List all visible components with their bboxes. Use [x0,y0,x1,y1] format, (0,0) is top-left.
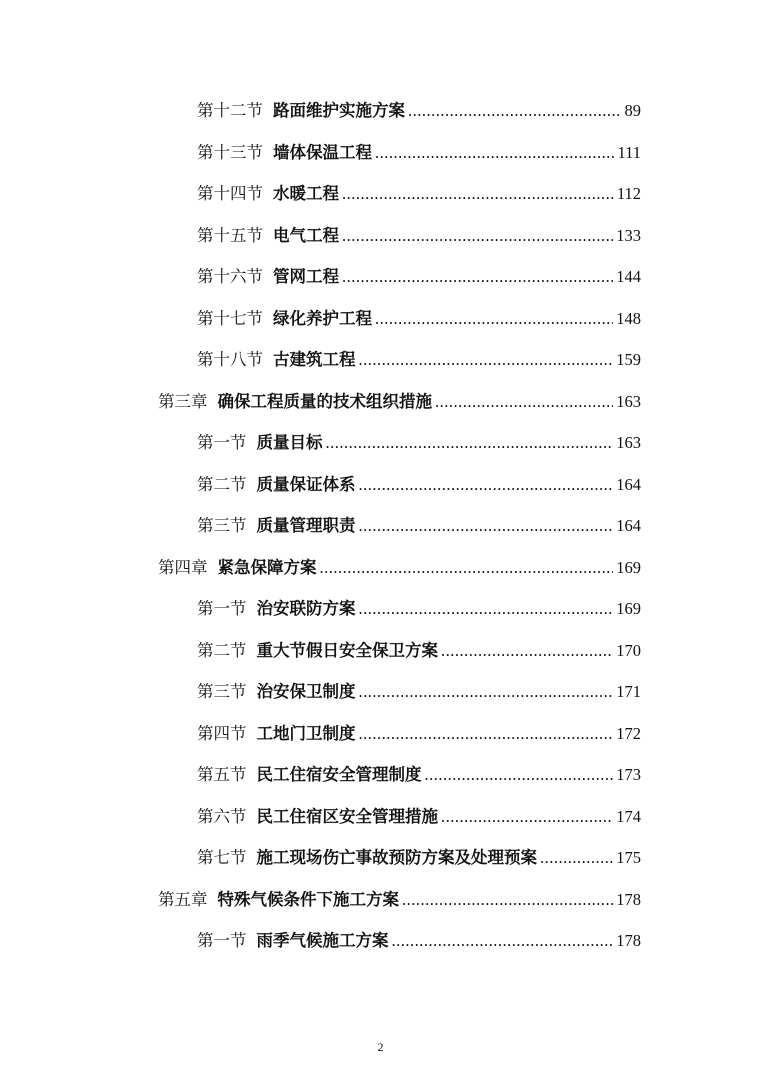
toc-entry-number: 第十二节 [197,101,263,120]
toc-entry-number: 第一节 [197,433,247,452]
toc-entry-title: 紧急保障方案 [217,557,317,577]
toc-leader-dots [375,132,614,174]
toc-entry-number: 第三节 [197,682,247,701]
toc-entry-number: 第十六节 [197,267,263,286]
toc-entry-page: 164 [616,516,641,535]
toc-entry[interactable] [0,464,641,506]
toc-leader-dots [441,796,613,838]
toc-entry-title: 电气工程 [273,225,339,245]
toc-leader-dots [342,256,613,298]
toc-entry-title: 质量目标 [256,433,323,452]
toc-entry-page: 164 [616,474,641,494]
toc-entry-title: 墙体保温工程 [273,142,372,162]
toc-leader-dots [359,588,614,630]
toc-entry-number: 第六节 [197,806,247,826]
toc-entry-title: 水暖工程 [273,184,339,203]
toc-leader-dots [359,671,614,713]
toc-entry-number: 第十七节 [197,308,263,328]
toc-leader-dots [425,754,614,796]
toc-entry-title: 治安保卫制度 [256,682,356,701]
toc-entry-page: 169 [616,599,641,618]
toc-entry[interactable] [0,339,641,381]
toc-entry-number: 第四章 [158,557,208,577]
toc-entry-title: 质量管理职责 [256,516,356,535]
toc-entry[interactable] [0,256,641,298]
toc-entry-title: 确保工程质量的技术组织措施 [217,391,432,411]
toc-entry[interactable] [0,298,641,340]
toc-entry-page: 111 [617,142,641,162]
toc-leader-dots [359,505,614,547]
toc-entry-page: 170 [616,640,641,660]
toc-entry-page: 133 [616,225,641,245]
toc-entry-number: 第一节 [197,931,247,950]
toc-entry-title: 管网工程 [273,267,339,286]
toc-leader-dots [359,339,614,381]
toc-leader-dots [441,630,613,672]
toc-entry-number: 第五章 [158,889,208,909]
toc-entry-title: 重大节假日安全保卫方案 [256,640,438,660]
toc-entry[interactable] [0,505,641,547]
toc-chapter-entry[interactable] [0,381,641,423]
toc-entry-title: 治安联防方案 [256,599,356,618]
toc-entry-title: 施工现场伤亡事故预防方案及处理预案 [256,848,537,867]
toc-leader-dots [320,547,614,589]
toc-entry[interactable] [0,713,641,755]
toc-entry-page: 112 [616,184,641,203]
toc-leader-dots [392,920,614,962]
toc-entry[interactable] [0,630,641,672]
toc-entry-page: 178 [616,889,641,909]
toc-entry[interactable] [0,754,641,796]
toc-leader-dots [359,464,614,506]
toc-leader-dots [435,381,613,423]
toc-leader-dots [540,837,613,879]
toc-entry-title: 民工住宿安全管理制度 [256,765,422,784]
toc-entry-page: 148 [616,308,641,328]
toc-entry-number: 第十四节 [197,184,263,203]
toc-leader-dots [342,173,614,215]
toc-entry-title: 质量保证体系 [256,474,356,494]
toc-entry-number: 第七节 [197,848,247,867]
table-of-contents [0,90,761,962]
toc-entry-number: 第十三节 [197,142,263,162]
toc-entry[interactable] [0,920,641,962]
toc-entry[interactable] [0,671,641,713]
toc-entry[interactable] [0,796,641,838]
toc-leader-dots [375,298,613,340]
toc-entry-page: 159 [616,350,641,369]
toc-entry-page: 163 [616,391,641,411]
toc-entry[interactable] [0,837,641,879]
toc-leader-dots [326,422,614,464]
toc-leader-dots [408,90,622,132]
toc-entry-number: 第二节 [197,474,247,494]
toc-entry-page: 173 [616,765,641,784]
toc-entry-title: 绿化养护工程 [273,308,372,328]
toc-entry-page: 172 [616,723,641,743]
toc-entry-title: 雨季气候施工方案 [256,931,389,950]
toc-entry-number: 第一节 [197,599,247,618]
toc-entry-page: 89 [624,101,641,120]
toc-entry-number: 第十八节 [197,350,263,369]
toc-entry-page: 144 [616,267,641,286]
toc-entry-page: 171 [616,682,641,701]
toc-entry[interactable] [0,422,641,464]
toc-leader-dots [402,879,613,921]
toc-leader-dots [359,713,614,755]
toc-entry-number: 第四节 [197,723,247,743]
toc-entry-page: 174 [616,806,641,826]
toc-entry-number: 第十五节 [197,225,263,245]
toc-entry-page: 175 [616,848,641,867]
toc-entry-title: 民工住宿区安全管理措施 [256,806,438,826]
toc-leader-dots [342,215,613,257]
toc-entry[interactable] [0,173,641,215]
page-number-footer: 2 [377,1040,384,1054]
toc-entry-number: 第二节 [197,640,247,660]
toc-entry[interactable] [0,215,641,257]
toc-entry[interactable] [0,90,641,132]
toc-chapter-entry[interactable] [0,547,641,589]
toc-entry-page: 178 [616,931,641,950]
toc-entry-page: 163 [616,433,641,452]
toc-entry-number: 第三章 [158,391,208,411]
toc-entry[interactable] [0,132,641,174]
toc-chapter-entry[interactable] [0,879,641,921]
toc-entry-number: 第五节 [197,765,247,784]
toc-entry-page: 169 [616,557,641,577]
toc-entry-title: 工地门卫制度 [256,723,356,743]
toc-entry[interactable] [0,588,641,630]
toc-entry-title: 特殊气候条件下施工方案 [217,889,399,909]
toc-entry-title: 古建筑工程 [273,350,356,369]
toc-entry-title: 路面维护实施方案 [273,101,405,120]
toc-entry-number: 第三节 [197,516,247,535]
